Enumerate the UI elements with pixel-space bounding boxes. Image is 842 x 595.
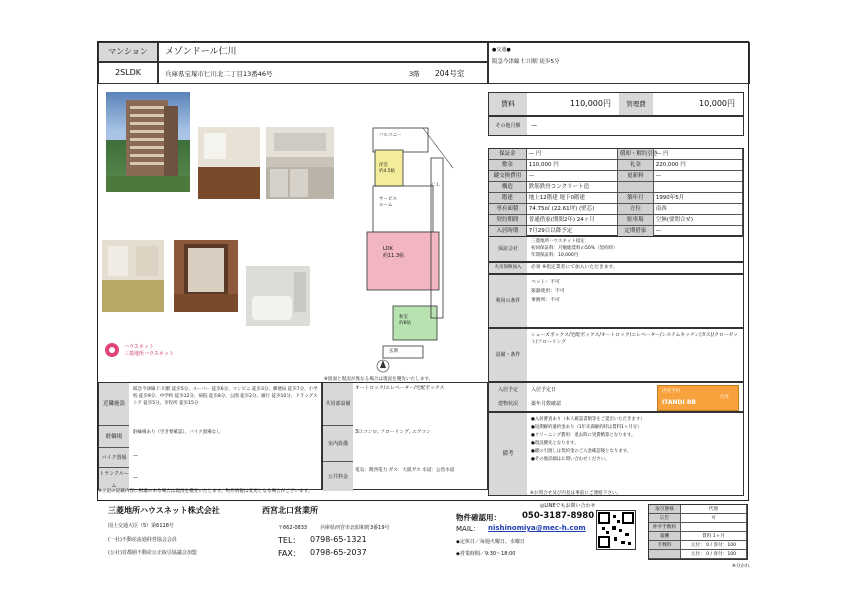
rent-value: 110,000円 <box>569 99 611 108</box>
terms-row <box>489 149 743 160</box>
plan-ldk: LDK 約11.3帖 <box>383 246 405 259</box>
footer-note-2: ※お問合せ及び内見は事前にご連絡下さい。 <box>530 491 622 496</box>
move-in-value: 入居予定日 <box>531 387 557 393</box>
left-row-value: 阪急今津線 仁川駅 徒歩5分、スーパー 徒歩6分、コンビニ 徒歩3分、郵便局 徒歩7分、小学校 徒歩9分、中学校 徒歩12分、病院 徒歩8分、公園 徒歩2分、銀行 徒歩10分、ドラッグストア 徒歩5分、市役所 徒歩15分 <box>133 387 318 406</box>
terms-value <box>654 182 743 192</box>
guarantee-row <box>488 236 744 262</box>
terms-label: 駐車場 <box>618 215 654 225</box>
neighborhood-block <box>98 382 322 490</box>
left-row-label: 駐輪場 <box>99 425 129 447</box>
plan-service-room: サービス ルーム <box>379 197 397 208</box>
category-label: マンション <box>98 42 158 62</box>
itandi-line1: 内見予約 <box>662 389 680 394</box>
building-status-label: 建物状況 <box>489 397 527 411</box>
postal: 〒662-0833 <box>278 525 308 531</box>
note-line: ●鍵の引渡しは契約金のご入金確認後となります。 <box>531 449 632 454</box>
terms-label: 構造 <box>489 182 527 192</box>
mid-row-value: 3口コンロ, フローリング, エアコン <box>355 430 431 435</box>
floor: 3階 <box>409 70 420 78</box>
floor-plan <box>353 118 478 380</box>
plan-tatami: 和室 約6帖 <box>399 315 411 326</box>
fee-value: 元付： 0 / 客付：100 <box>681 541 747 549</box>
building-status-value: 築年月数確認 <box>531 401 562 407</box>
terms-row <box>489 204 743 215</box>
address: 兵庫県宝塚市仁川北二丁目13番46号 <box>165 70 273 78</box>
terms-value: — <box>654 171 743 181</box>
notes-lines <box>531 416 645 464</box>
fee-date-note: ※分かれ <box>732 564 750 569</box>
notes-row <box>488 412 744 496</box>
guarantee-line: 三菱地所ハウスネット指定 <box>531 239 585 244</box>
terms-value: — <box>527 171 618 181</box>
closet-photo <box>174 240 238 312</box>
room-number: 204号室 <box>435 69 465 78</box>
terms-value: 7月29日以降予定 <box>527 226 618 236</box>
facilities-value: シューズボックス/宅配ボックス/オートロック/エレベーター/システムキッチン(ガス)/クローゼット/フローリング <box>531 333 738 345</box>
terms-row <box>489 160 743 171</box>
usage-label: 利用の条件 <box>489 275 527 327</box>
terms-label: 階建 <box>489 193 527 203</box>
fee-value: 元付： 0 / 客付：100 <box>681 550 747 558</box>
rent-label: 賃料 <box>489 93 527 115</box>
guarantee-line: 年間保証料：10,000円 <box>531 253 579 258</box>
mgmt-label: 管理費 <box>619 93 653 115</box>
line-note: ◎LINEでもお問い合わせ <box>540 503 596 509</box>
usage-line: 楽器使用：不可 <box>531 289 565 294</box>
building-exterior-photo <box>106 92 190 192</box>
kitchen-photo <box>266 127 334 199</box>
transport-label: ●交通● <box>492 47 511 53</box>
plan-closet: ＣＬ <box>431 183 440 188</box>
floorplan-note: ※図面と現況が異なる場合は現況を優先いたします。 <box>324 377 434 382</box>
terms-value: 地上12階建 地下0階建 <box>527 193 618 203</box>
terms-value: 鉄筋鉄骨コンクリート造 <box>527 182 618 192</box>
terms-label: 償却・解約引き <box>619 151 659 157</box>
terms-row <box>489 171 743 182</box>
terms-value: 普通借家(期間2年) 24ヶ月 <box>527 215 618 225</box>
terms-label: 契約期間 <box>489 215 527 225</box>
itandi-tag: 内見 <box>720 395 729 400</box>
transport-box <box>488 42 750 84</box>
hours: ◆営業時間／9:30〜18:00 <box>456 551 516 557</box>
fee-row <box>649 514 747 523</box>
facilities-row <box>488 328 744 382</box>
fee-value: 代理 <box>681 505 747 513</box>
terms-label: 礼金 <box>618 160 654 170</box>
terms-label: 更新料 <box>618 171 654 181</box>
layout-type: 2SLDK <box>98 62 158 84</box>
fee-value: 可 <box>681 514 747 522</box>
other-costs-row <box>488 116 744 136</box>
guarantee-lines <box>531 238 618 259</box>
insurance-row <box>488 262 744 274</box>
usage-line: 事務所：不可 <box>531 298 560 303</box>
insurance-value: 必須 ※指定業者にて加入いただきます。 <box>531 265 618 270</box>
terms-label <box>618 182 654 192</box>
badge-line1: ハウスネット <box>124 344 154 350</box>
terms-value: 南西 <box>654 204 743 214</box>
usage-line: ペット：不可 <box>531 280 560 285</box>
tatami-room-photo <box>102 240 164 312</box>
assoc-2: (公社)首都圏不動産公正取引協議会加盟 <box>108 550 197 556</box>
terms-value: 74.75㎡ (22.61坪) (壁芯) <box>527 204 618 214</box>
left-row-value: — <box>133 453 138 459</box>
fax-label: FAX： <box>278 549 301 558</box>
bathroom-photo <box>246 266 310 326</box>
fee-label: 広告 <box>649 514 681 522</box>
company-address: 兵庫県西宮市北昭和町3番19号 <box>320 525 390 531</box>
branch-name: 西宮北口営業所 <box>262 506 318 515</box>
assoc-1: (一社)不動産流通経営協会会員 <box>108 537 177 543</box>
fee-label: 取引態様 <box>649 505 681 513</box>
address-row <box>158 62 488 84</box>
terms-label: 敷金 <box>489 160 527 170</box>
fee-table <box>648 504 748 560</box>
plan-western-room: 洋室 約4.5帖 <box>379 163 396 174</box>
mid-row-value: オートロック/エレベーター/宅配ボックス <box>355 386 445 391</box>
move-in-label: 入居予定 <box>489 383 527 397</box>
property-name: メゾンドール仁川 <box>158 42 488 62</box>
usage-row <box>488 274 744 328</box>
left-row-label: 近隣施設 <box>99 383 129 425</box>
terms-table <box>488 148 744 236</box>
mail-link[interactable]: nishinomiya@mec-h.com <box>488 524 586 532</box>
note-line: ●クリーニング費用：退去時に実費精算となります。 <box>531 433 636 438</box>
left-row-value: 駐輪場あり（空き要確認）、バイク置場なし <box>133 430 221 435</box>
fee-row <box>649 550 747 559</box>
terms-value: 空無(要問合せ) <box>654 215 743 225</box>
mid-row-value: 電気：関西電力 ガス：大阪ガス 水道：公営水道 <box>355 468 455 473</box>
fee-row <box>649 532 747 541</box>
insurance-label: 火災保険加入 <box>489 263 527 273</box>
terms-label: 専有面積 <box>489 204 527 214</box>
terms-label: 保証金 <box>489 149 527 159</box>
usage-lines <box>531 278 565 305</box>
guarantee-line: 初回保証料：月額総賃料の50%（契約時） <box>531 246 618 251</box>
room-photo-1 <box>198 127 260 199</box>
tel-number[interactable]: 0798-65-1321 <box>310 535 367 544</box>
company-name: 三菱地所ハウスネット株式会社 <box>108 506 220 515</box>
terms-label: 築年月 <box>618 193 654 203</box>
itandi-line2: ITANDI BB <box>662 399 696 406</box>
note-line: ●入居審査あり（本人確認書類等をご提出いただきます） <box>531 417 645 422</box>
fee-label <box>649 550 681 558</box>
mid-row-label: 室内設備 <box>323 425 353 461</box>
mid-row-label: 共用部設備 <box>323 383 353 425</box>
qr-code-icon[interactable] <box>596 510 636 550</box>
other-costs-value: — <box>531 122 537 129</box>
note-line: ●その他詳細はお問い合わせください。 <box>531 457 610 462</box>
move-in-row <box>488 382 744 412</box>
plan-balcony-label: バルコニー <box>379 133 402 138</box>
terms-value: — 円 <box>527 149 618 159</box>
company-badge <box>104 342 200 358</box>
license: 国土交通大臣（5）第6118号 <box>108 523 174 529</box>
contact-phone[interactable]: 050-3187-8980 <box>522 511 595 521</box>
other-costs-label: その他月額 <box>489 117 527 135</box>
terms-value: 220,000 円 <box>654 160 743 170</box>
holiday: ◆定休日／毎週火曜日、水曜日 <box>456 539 525 545</box>
fee-label: 報酬 <box>649 532 681 540</box>
left-row-label: バイク置場 <box>99 447 129 467</box>
footer-note: ※上記の記載内容に相違のある場合は現況を優先いたします。物件情報は変更となる場合がございます。 <box>98 489 313 494</box>
fax-number: 0798-65-2037 <box>310 548 367 557</box>
terms-value: — <box>654 226 743 236</box>
company-logo-icon <box>104 342 120 358</box>
terms-label: 方位 <box>618 204 654 214</box>
terms-row <box>489 182 743 193</box>
fee-value: 賃料 1ヶ月 <box>681 532 747 540</box>
property-sheet <box>97 41 749 501</box>
contact-label: 物件確認用： <box>456 513 501 522</box>
fee-label: 仲介手数料 <box>649 523 681 531</box>
terms-row <box>489 193 743 204</box>
facility-block <box>322 382 488 490</box>
mail-label: MAIL： <box>456 525 480 533</box>
mgmt-value: 10,000円 <box>699 99 735 108</box>
plan-entrance: 玄関 <box>389 349 398 354</box>
guarantee-label: 保証会社 <box>489 237 527 261</box>
terms-value: 1990年5月 <box>654 193 743 203</box>
terms-label: 定期借家 <box>618 226 654 236</box>
left-row-value: — <box>133 475 138 481</box>
terms-label: 鍵交換費用 <box>489 171 527 181</box>
left-row-label: トランクルーム <box>99 467 129 491</box>
itandi-banner[interactable] <box>657 385 739 411</box>
fee-row <box>649 523 747 532</box>
terms-value: — 円 <box>654 149 743 159</box>
mid-row-label: 公共料金 <box>323 461 353 491</box>
fee-row <box>649 541 747 550</box>
terms-label: 入居時期 <box>489 226 527 236</box>
fee-value <box>681 523 747 531</box>
badge-line2: 三菱地所ハウスネット <box>124 351 174 357</box>
tel-label: TEL： <box>278 536 301 545</box>
terms-row <box>489 215 743 226</box>
facilities-label: 設備・条件 <box>489 329 527 381</box>
notes-label: 備考 <box>489 413 527 495</box>
terms-value: 110,000 円 <box>527 160 618 170</box>
fee-label: 手数料 <box>649 541 681 549</box>
note-line: ●現況優先となります。 <box>531 441 579 446</box>
transport: 阪急今津線 仁川駅 徒歩5分 <box>492 59 560 65</box>
fee-row <box>649 505 747 514</box>
rent-row <box>488 92 744 116</box>
note-line: ●短期解約違約金あり（1年未満解約時は賃料1ヶ月分） <box>531 425 642 430</box>
